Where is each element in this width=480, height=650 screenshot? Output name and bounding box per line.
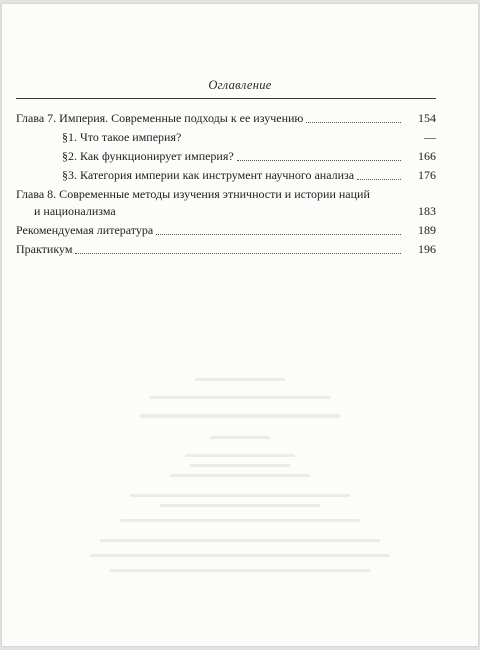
- toc-entry-page: 189: [418, 223, 436, 237]
- toc-entry-title: Рекомендуемая литература: [16, 223, 154, 237]
- dot-leader: [357, 179, 401, 180]
- toc-entry-title: §3. Категория империи как инструмент научного анализа: [62, 168, 355, 182]
- toc-entry-title: §1. Что такое империя?: [62, 130, 182, 144]
- toc-entry-page: 176: [418, 168, 436, 182]
- table-of-contents: [16, 110, 436, 260]
- toc-entry-chapter-8: [16, 186, 436, 220]
- dot-leader: [75, 253, 401, 254]
- toc-entry-page: 183: [418, 204, 436, 218]
- toc-entry-title: §2. Как функционирует империя?: [62, 149, 234, 163]
- header-rule: [16, 98, 436, 99]
- running-head: Оглавление: [208, 78, 272, 92]
- book-page: [2, 4, 478, 646]
- toc-entry-page: —: [424, 130, 436, 144]
- toc-entry-title-continued: и национализма: [34, 204, 116, 218]
- toc-entry-title: Глава 8. Современные методы изучения этничности и истории наций: [16, 187, 370, 201]
- toc-entry-page: 166: [418, 149, 436, 163]
- dot-leader: [306, 122, 401, 123]
- toc-entry-section-3: [16, 167, 436, 184]
- toc-entry-section-2: [16, 148, 436, 165]
- toc-entry-title: Глава 7. Империя. Современные подходы к ее изучению: [16, 111, 304, 125]
- show-through-imprint: [70, 374, 410, 594]
- toc-entry-page: 154: [418, 111, 436, 125]
- toc-entry-chapter-7: [16, 110, 436, 127]
- toc-entry-section-1: [16, 129, 436, 146]
- dot-leader: [156, 234, 401, 235]
- toc-entry-page: 196: [418, 242, 436, 256]
- toc-entry-literature: [16, 222, 436, 239]
- dot-leader: [237, 160, 401, 161]
- toc-entry-practicum: [16, 241, 436, 258]
- toc-entry-title: Практикум: [16, 242, 73, 256]
